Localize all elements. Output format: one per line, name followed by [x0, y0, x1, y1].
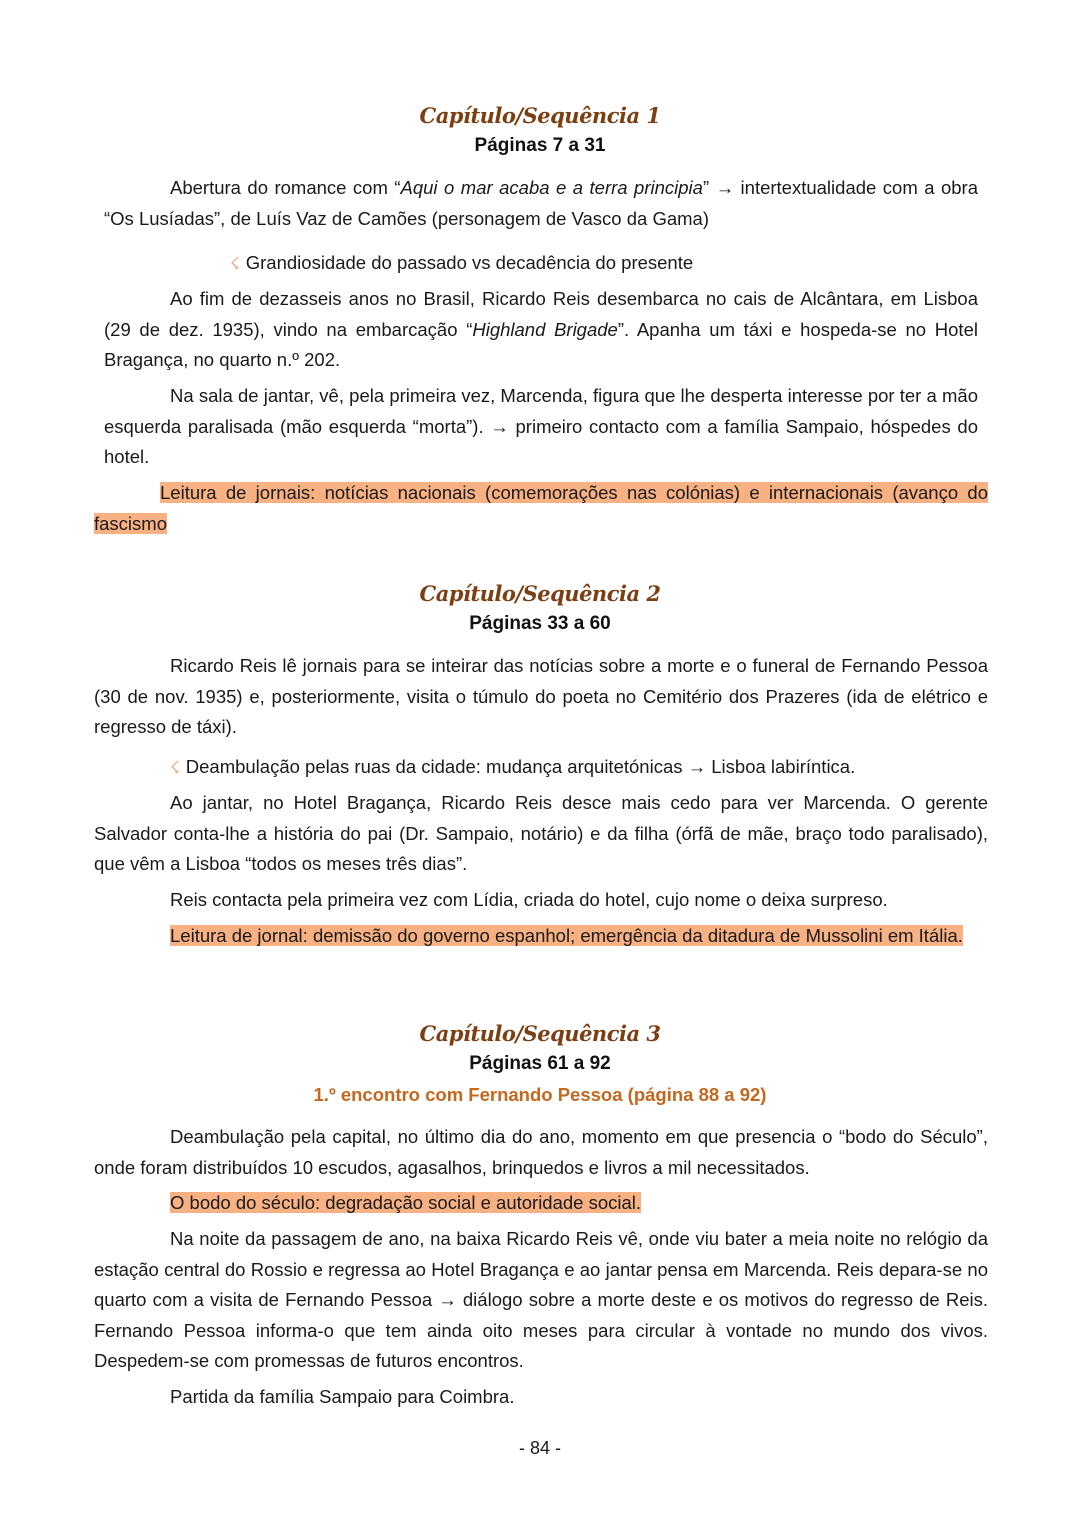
chapter-title-2: Capítulo/Sequência 2	[419, 581, 661, 606]
paragraph: Ao fim de dezasseis anos no Brasil, Ricardo Reis desembarca no cais de Alcântara, em Lisboa (29 de dez. 1935), vindo na embarcação “Highland Brigade”. Apanha um táxi e hospeda-se no Hotel Bragança, no quarto n.º 202.	[104, 288, 978, 370]
bullet-item: ☇ Deambulação pelas ruas da cidade: mudança arquitetónicas → Lisboa labiríntica.	[170, 756, 856, 777]
paragraph: Na noite da passagem de ano, na baixa Ricardo Reis vê, onde viu bater a meia noite no relógio da estação central do Rossio e regressa ao Hotel Bragança e ao jantar pensa em Marcenda. Reis depara-se no quarto com a visita de Fernando Pessoa → diálogo sobre a morte deste e os motivos do regresso de Reis. Fernando Pessoa informa-o que tem ainda oito meses para circular à vontade no mundo dos vivos. Despedem-se com promessas de futuros encontros.	[94, 1228, 988, 1371]
chapter-title-1: Capítulo/Sequência 1	[419, 103, 661, 128]
bullet-item: ☇ Grandiosidade do passado vs decadência do presente	[230, 252, 694, 273]
encounter-subtitle: 1.º encontro com Fernando Pessoa (página 88 a 92)	[313, 1084, 767, 1105]
paragraph: Abertura do romance com “Aqui o mar acaba e a terra principia” → intertextualidade com a obra “Os Lusíadas”, de Luís Vaz de Camões (personagem de Vasco da Gama)	[104, 177, 978, 229]
bullet-icon: ☇	[170, 758, 180, 777]
highlighted-note: Leitura de jornal: demissão do governo espanhol; emergência da ditadura de Mussolini em Itália.	[170, 925, 963, 946]
paragraph: Partida da família Sampaio para Coimbra.	[170, 1386, 515, 1407]
page-range-2: Páginas 33 a 60	[469, 613, 611, 634]
paragraph: Ao jantar, no Hotel Bragança, Ricardo Reis desce mais cedo para ver Marcenda. O gerente Salvador conta-lhe a história do pai (Dr. Sampaio, notário) e da filha (órfã de mãe, braço todo paralisado), que vêm a Lisboa “todos os meses três dias”.	[94, 792, 988, 874]
paragraph: Ricardo Reis lê jornais para se inteirar das notícias sobre a morte e o funeral de Fernando Pessoa (30 de nov. 1935) e, posteriormente, visita o túmulo do poeta no Cemitério dos Prazeres (ida de elétrico e regresso de táxi).	[94, 655, 988, 737]
highlighted-note: O bodo do século: degradação social e autoridade social.	[170, 1192, 642, 1213]
bullet-icon: ☇	[230, 254, 240, 273]
paragraph: Na sala de jantar, vê, pela primeira vez, Marcenda, figura que lhe desperta interesse por ter a mão esquerda paralisada (mão esquerda “morta”). → primeiro contacto com a família Sampaio, hóspedes do hotel.	[104, 385, 978, 467]
highlighted-note: Leitura de jornais: notícias nacionais (comemorações nas colónias) e internacionais (avanço do fascismo	[94, 482, 988, 534]
paragraph: Reis contacta pela primeira vez com Lídia, criada do hotel, cujo nome o deixa surpreso.	[170, 889, 888, 910]
page-range-1: Páginas 7 a 31	[474, 135, 606, 156]
chapter-title-3: Capítulo/Sequência 3	[419, 1021, 661, 1046]
page-range-3: Páginas 61 a 92	[469, 1053, 611, 1074]
paragraph: Deambulação pela capital, no último dia do ano, momento em que presencia o “bodo do Século”, onde foram distribuídos 10 escudos, agasalhos, brinquedos e livros a mil necessitados.	[94, 1126, 988, 1178]
page-number: - 84 -	[518, 1438, 561, 1458]
